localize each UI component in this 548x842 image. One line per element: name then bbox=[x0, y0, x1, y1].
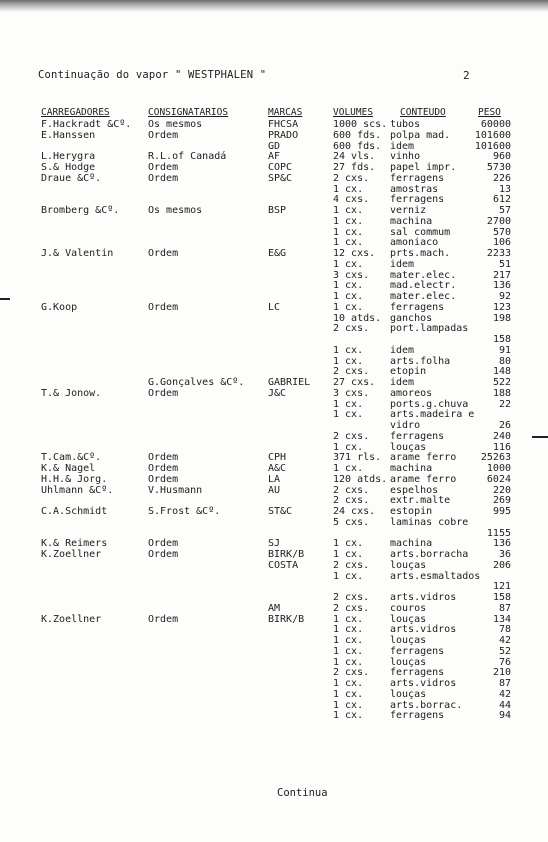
volumes-cell: 1 cx. bbox=[333, 678, 364, 689]
weight-cell: 2233 bbox=[486, 248, 511, 259]
shipper-cell: T.Cam.&Cº. bbox=[41, 452, 102, 464]
mark-cell: GABRIEL bbox=[268, 377, 311, 388]
weight-cell: 210 bbox=[492, 667, 511, 679]
mark-cell: J&C bbox=[268, 387, 287, 399]
mark-cell: BIRK/B bbox=[268, 613, 305, 625]
volumes-cell: 27 fds. bbox=[333, 162, 376, 173]
weight-cell: 78 bbox=[498, 624, 511, 636]
contents-cell: amoniaco bbox=[390, 237, 439, 249]
consignee-cell: G.Gonçalves &Cº. bbox=[148, 377, 245, 388]
contents-cell: louças bbox=[390, 688, 427, 700]
weight-cell: 25263 bbox=[480, 452, 511, 464]
contents-cell: arts.vidros bbox=[390, 678, 457, 689]
volumes-cell: 600 fds. bbox=[333, 129, 382, 141]
contents-cell: vidro bbox=[390, 420, 421, 431]
header-marks: MARCAS bbox=[268, 107, 303, 118]
mark-cell: CPH bbox=[268, 452, 287, 464]
consignee-cell: Os mesmos bbox=[148, 119, 203, 130]
weight-cell: 92 bbox=[498, 291, 511, 302]
contents-cell: louças bbox=[390, 635, 427, 646]
table-row bbox=[0, 582, 548, 593]
contents-cell: arame ferro bbox=[390, 473, 457, 485]
consignee-cell: Ordem bbox=[148, 162, 179, 173]
weight-cell: 240 bbox=[492, 430, 511, 442]
weight-cell: 158 bbox=[492, 592, 511, 603]
contents-cell: louças bbox=[390, 441, 427, 453]
volumes-cell: 1 cx. bbox=[333, 710, 364, 722]
volumes-cell: 1 cx. bbox=[333, 215, 364, 227]
contents-cell: louças bbox=[390, 613, 427, 625]
contents-cell: extr.malte bbox=[390, 495, 451, 507]
mark-cell: PRADO bbox=[268, 129, 299, 141]
volumes-cell: 1 cx. bbox=[333, 344, 364, 356]
contents-cell: ferragens bbox=[390, 301, 445, 313]
weight-cell: 522 bbox=[492, 377, 511, 388]
table-row bbox=[0, 615, 548, 626]
volumes-cell: 12 cxs. bbox=[333, 248, 376, 259]
table-row bbox=[0, 163, 548, 174]
mark-cell: SP&C bbox=[268, 172, 293, 184]
weight-cell: 13 bbox=[498, 183, 511, 195]
document-title: Continuação do vapor " WESTPHALEN " bbox=[38, 69, 267, 81]
table-row bbox=[0, 561, 548, 572]
volumes-cell: 1 cx. bbox=[333, 258, 364, 270]
volumes-cell: 1 cx. bbox=[333, 291, 364, 302]
volumes-cell: 1 cx. bbox=[333, 441, 364, 453]
table-row bbox=[0, 174, 548, 185]
weight-cell: 136 bbox=[492, 280, 511, 292]
contents-cell: ferragens bbox=[390, 172, 445, 184]
contents-cell: ferragens bbox=[390, 645, 445, 657]
contents-cell: vinho bbox=[390, 151, 421, 163]
volumes-cell: 1 cx. bbox=[333, 645, 364, 657]
header-consignees: CONSIGNATARIOS bbox=[148, 107, 229, 118]
shipper-cell: K.Zoellner bbox=[41, 549, 102, 560]
weight-cell: 570 bbox=[492, 226, 511, 238]
mark-cell: LA bbox=[268, 473, 281, 485]
contents-cell: sal commum bbox=[390, 226, 451, 238]
volumes-cell: 1 cx. bbox=[333, 463, 364, 474]
table-row bbox=[0, 421, 548, 432]
volumes-cell: 371 rls. bbox=[333, 452, 382, 464]
mark-cell: E&G bbox=[268, 248, 287, 259]
shipper-cell: K.Zoellner bbox=[41, 613, 102, 625]
contents-cell: ferragens bbox=[390, 710, 445, 722]
volumes-cell: 2 cxs. bbox=[333, 667, 370, 679]
consignee-cell: V.Husmann bbox=[148, 484, 203, 496]
shipper-cell: L.Herygra bbox=[41, 151, 96, 163]
contents-cell: ports.g.chuva bbox=[390, 398, 469, 410]
page-number: 2 bbox=[463, 69, 470, 82]
volumes-cell: 600 fds. bbox=[333, 140, 382, 152]
mark-cell: AF bbox=[268, 151, 281, 163]
table-row bbox=[0, 647, 548, 658]
shipper-cell: K.& Nagel bbox=[41, 463, 96, 474]
volumes-cell: 24 cxs. bbox=[333, 506, 376, 517]
contents-cell: ferragens bbox=[390, 667, 445, 679]
shipper-cell: E.Hanssen bbox=[41, 129, 96, 141]
table-row bbox=[0, 206, 548, 217]
mark-cell: A&C bbox=[268, 463, 287, 474]
weight-cell: 22 bbox=[498, 398, 511, 410]
table-row bbox=[0, 593, 548, 604]
contents-cell: ferragens bbox=[390, 430, 445, 442]
volumes-cell: 1 cx. bbox=[333, 205, 364, 216]
shipper-cell: S.& Hodge bbox=[41, 162, 96, 173]
table-row bbox=[0, 625, 548, 636]
consignee-cell: Ordem bbox=[148, 172, 179, 184]
table-row bbox=[0, 260, 548, 271]
volumes-cell: 3 cxs. bbox=[333, 387, 370, 399]
contents-cell: louças bbox=[390, 559, 427, 571]
shipper-cell: Uhlmann &Cº. bbox=[41, 484, 114, 496]
mark-cell: COPC bbox=[268, 162, 293, 173]
shipper-cell: G.Koop bbox=[41, 301, 78, 313]
contents-cell: machina bbox=[390, 215, 433, 227]
contents-cell: machina bbox=[390, 463, 433, 474]
shipper-cell: K.& Reimers bbox=[41, 538, 108, 550]
contents-cell: arts.folha bbox=[390, 355, 451, 367]
weight-cell: 26 bbox=[498, 420, 511, 431]
mark-cell: ST&C bbox=[268, 506, 293, 517]
contents-cell: espelhos bbox=[390, 484, 439, 496]
shipper-cell: H.H.& Jorg. bbox=[41, 473, 108, 485]
weight-cell: 42 bbox=[498, 688, 511, 700]
consignee-cell: S.Frost &Cº. bbox=[148, 506, 221, 517]
contents-cell: idem bbox=[390, 258, 415, 270]
volumes-cell: 1 cx. bbox=[333, 226, 364, 238]
volumes-cell: 27 cxs. bbox=[333, 377, 376, 388]
volumes-cell: 1 cx. bbox=[333, 570, 364, 582]
weight-cell: 1000 bbox=[486, 463, 511, 474]
contents-cell: arts.vidros bbox=[390, 624, 457, 636]
table-row bbox=[0, 486, 548, 497]
mark-cell: AU bbox=[268, 484, 281, 496]
weight-cell: 36 bbox=[498, 549, 511, 560]
volumes-cell: 1 cx. bbox=[333, 280, 364, 292]
weight-cell: 80 bbox=[498, 355, 511, 367]
volumes-cell: 1 cx. bbox=[333, 624, 364, 636]
contents-cell: idem bbox=[390, 140, 415, 152]
volumes-cell: 1000 scs. bbox=[333, 119, 388, 130]
volumes-cell: 5 cxs. bbox=[333, 516, 370, 528]
contents-cell: machina bbox=[390, 538, 433, 550]
contents-cell: arts.vidros bbox=[390, 592, 457, 603]
table-row bbox=[0, 464, 548, 475]
volumes-cell: 1 cx. bbox=[333, 398, 364, 410]
weight-cell: 121 bbox=[492, 581, 511, 593]
contents-cell: arame ferro bbox=[390, 452, 457, 464]
table-row bbox=[0, 120, 548, 131]
weight-cell: 148 bbox=[492, 366, 511, 378]
table-row bbox=[0, 249, 548, 260]
weight-cell: 217 bbox=[492, 269, 511, 281]
table-row bbox=[0, 378, 548, 389]
shipper-cell: C.A.Schmidt bbox=[41, 506, 108, 517]
contents-cell: arts.esmaltados bbox=[390, 570, 481, 582]
contents-cell: tubos bbox=[390, 119, 421, 130]
volumes-cell: 1 cx. bbox=[333, 409, 364, 421]
volumes-cell: 2 cxs. bbox=[333, 366, 370, 378]
weight-cell: 91 bbox=[498, 344, 511, 356]
weight-cell: 57 bbox=[498, 205, 511, 216]
weight-cell: 134 bbox=[492, 613, 511, 625]
weight-cell: 106 bbox=[492, 237, 511, 249]
continuation-note: Continua bbox=[277, 787, 328, 799]
contents-cell: prts.mach. bbox=[390, 248, 451, 259]
weight-cell: 206 bbox=[492, 559, 511, 571]
mark-cell: SJ bbox=[268, 538, 281, 550]
weight-cell: 5730 bbox=[486, 162, 511, 173]
table-row bbox=[0, 701, 548, 712]
contents-cell: papel impr. bbox=[390, 162, 457, 173]
contents-cell: ferragens bbox=[390, 194, 445, 206]
mark-cell: BIRK/B bbox=[268, 549, 305, 560]
volumes-cell: 1 cx. bbox=[333, 635, 364, 646]
weight-cell: 269 bbox=[492, 495, 511, 507]
table-row bbox=[0, 324, 548, 335]
table-row bbox=[0, 303, 548, 314]
volumes-cell: 2 cxs. bbox=[333, 495, 370, 507]
table-row bbox=[0, 271, 548, 282]
mark-cell: GD bbox=[268, 140, 281, 152]
volumes-cell: 1 cx. bbox=[333, 301, 364, 313]
contents-cell: etopin bbox=[390, 366, 427, 378]
contents-cell: idem bbox=[390, 377, 415, 388]
weight-cell: 188 bbox=[492, 387, 511, 399]
contents-cell: amoreos bbox=[390, 387, 433, 399]
volumes-cell: 2 cxs. bbox=[333, 430, 370, 442]
table-row bbox=[0, 572, 548, 583]
weight-cell: 44 bbox=[498, 699, 511, 711]
mark-cell: BSP bbox=[268, 205, 287, 216]
weight-cell: 158 bbox=[492, 334, 511, 345]
contents-cell: mater.elec. bbox=[390, 269, 457, 281]
weight-cell: 87 bbox=[498, 602, 511, 614]
consignee-cell: Os mesmos bbox=[148, 205, 203, 216]
volumes-cell: 2 cxs. bbox=[333, 559, 370, 571]
weight-cell: 6024 bbox=[486, 473, 511, 485]
weight-cell: 101600 bbox=[474, 129, 511, 141]
shipper-cell: T.& Jonow. bbox=[41, 387, 102, 399]
weight-cell: 60000 bbox=[480, 119, 511, 130]
table-row bbox=[0, 185, 548, 196]
volumes-cell: 2 cxs. bbox=[333, 172, 370, 184]
consignee-cell: Ordem bbox=[148, 129, 179, 141]
table-row bbox=[0, 550, 548, 561]
weight-cell: 226 bbox=[492, 172, 511, 184]
contents-cell: arts.borracha bbox=[390, 549, 469, 560]
weight-cell: 995 bbox=[492, 506, 511, 517]
contents-cell: couros bbox=[390, 602, 427, 614]
volumes-cell: 3 cxs. bbox=[333, 269, 370, 281]
weight-cell: 52 bbox=[498, 645, 511, 657]
header-shippers: CARREGADORES bbox=[41, 107, 110, 118]
consignee-cell: Ordem bbox=[148, 538, 179, 550]
consignee-cell: Ordem bbox=[148, 248, 179, 259]
table-row bbox=[0, 604, 548, 615]
weight-cell: 136 bbox=[492, 538, 511, 550]
table-row bbox=[0, 217, 548, 228]
table-row bbox=[0, 432, 548, 443]
volumes-cell: 2 cxs. bbox=[333, 592, 370, 603]
table-row bbox=[0, 475, 548, 486]
contents-cell: mad.electr. bbox=[390, 280, 457, 292]
volumes-cell: 1 cx. bbox=[333, 183, 364, 195]
weight-cell: 220 bbox=[492, 484, 511, 496]
table-row bbox=[0, 410, 548, 421]
volumes-cell: 10 atds. bbox=[333, 312, 382, 324]
weight-cell: 51 bbox=[498, 258, 511, 270]
scan-top-edge bbox=[0, 0, 548, 12]
consignee-cell: Ordem bbox=[148, 549, 179, 560]
contents-cell: laminas cobre bbox=[390, 516, 469, 528]
mark-cell: FHCSA bbox=[268, 119, 299, 130]
volumes-cell: 24 vls. bbox=[333, 151, 376, 163]
contents-cell: estopin bbox=[390, 506, 433, 517]
weight-cell: 87 bbox=[498, 678, 511, 689]
volumes-cell: 1 cx. bbox=[333, 613, 364, 625]
contents-cell: polpa mad. bbox=[390, 129, 451, 141]
weight-cell: 1155 bbox=[486, 527, 511, 539]
volumes-cell: 2 cxs. bbox=[333, 602, 370, 614]
weight-cell: 76 bbox=[498, 656, 511, 668]
weight-cell: 94 bbox=[498, 710, 511, 722]
contents-cell: louças bbox=[390, 656, 427, 668]
contents-cell: idem bbox=[390, 344, 415, 356]
table-row bbox=[0, 335, 548, 346]
weight-cell: 101600 bbox=[474, 140, 511, 152]
table-row bbox=[0, 346, 548, 357]
header-weight: PESO bbox=[478, 107, 501, 118]
shipper-cell: F.Hackradt &Cº. bbox=[41, 119, 132, 130]
weight-cell: 612 bbox=[492, 194, 511, 206]
consignee-cell: Ordem bbox=[148, 613, 179, 625]
mark-cell: LC bbox=[268, 301, 281, 313]
table-row bbox=[0, 518, 548, 529]
volumes-cell: 1 cx. bbox=[333, 549, 364, 560]
volumes-cell: 120 atds. bbox=[333, 473, 388, 485]
mark-cell: AM bbox=[268, 602, 281, 614]
contents-cell: verniz bbox=[390, 205, 427, 216]
table-row bbox=[0, 636, 548, 647]
table-row bbox=[0, 668, 548, 679]
consignee-cell: Ordem bbox=[148, 463, 179, 474]
consignee-cell: Ordem bbox=[148, 301, 179, 313]
volumes-cell: 1 cx. bbox=[333, 688, 364, 700]
volumes-cell: 1 cx. bbox=[333, 355, 364, 367]
contents-cell: arts.borrac. bbox=[390, 699, 463, 711]
contents-cell: mater.elec. bbox=[390, 291, 457, 302]
volumes-cell: 1 cx. bbox=[333, 656, 364, 668]
shipper-cell: J.& Valentin bbox=[41, 248, 114, 259]
shipper-cell: Draue &Cº. bbox=[41, 172, 102, 184]
contents-cell: amostras bbox=[390, 183, 439, 195]
weight-cell: 198 bbox=[492, 312, 511, 324]
shipper-cell: Bromberg &Cº. bbox=[41, 205, 120, 216]
weight-cell: 2700 bbox=[486, 215, 511, 227]
volumes-cell: 2 cxs. bbox=[333, 323, 370, 335]
contents-cell: ganchos bbox=[390, 312, 433, 324]
weight-cell: 123 bbox=[492, 301, 511, 313]
volumes-cell: 2 cxs. bbox=[333, 484, 370, 496]
table-row bbox=[0, 281, 548, 292]
table-row bbox=[0, 679, 548, 690]
mark-cell: COSTA bbox=[268, 559, 299, 571]
table-row bbox=[0, 711, 548, 722]
table-row bbox=[0, 690, 548, 701]
volumes-cell: 1 cx. bbox=[333, 699, 364, 711]
contents-cell: arts.madeira e bbox=[390, 409, 475, 421]
table-row bbox=[0, 507, 548, 518]
table-row bbox=[0, 389, 548, 400]
weight-cell: 960 bbox=[492, 151, 511, 163]
volumes-cell: 4 cxs. bbox=[333, 194, 370, 206]
table-row bbox=[0, 131, 548, 142]
weight-cell: 42 bbox=[498, 635, 511, 646]
consignee-cell: Ordem bbox=[148, 473, 179, 485]
consignee-cell: Ordem bbox=[148, 387, 179, 399]
volumes-cell: 1 cx. bbox=[333, 538, 364, 550]
table-row bbox=[0, 292, 548, 303]
consignee-cell: R.L.of Canadá bbox=[148, 151, 227, 163]
table-row bbox=[0, 658, 548, 669]
table-row bbox=[0, 228, 548, 239]
weight-cell: 116 bbox=[492, 441, 511, 453]
volumes-cell: 1 cx. bbox=[333, 237, 364, 249]
header-volumes: VOLUMES bbox=[333, 107, 374, 118]
table-row bbox=[0, 357, 548, 368]
consignee-cell: Ordem bbox=[148, 452, 179, 464]
header-contents: CONTEUDO bbox=[400, 107, 446, 118]
contents-cell: port.lampadas bbox=[390, 323, 469, 335]
